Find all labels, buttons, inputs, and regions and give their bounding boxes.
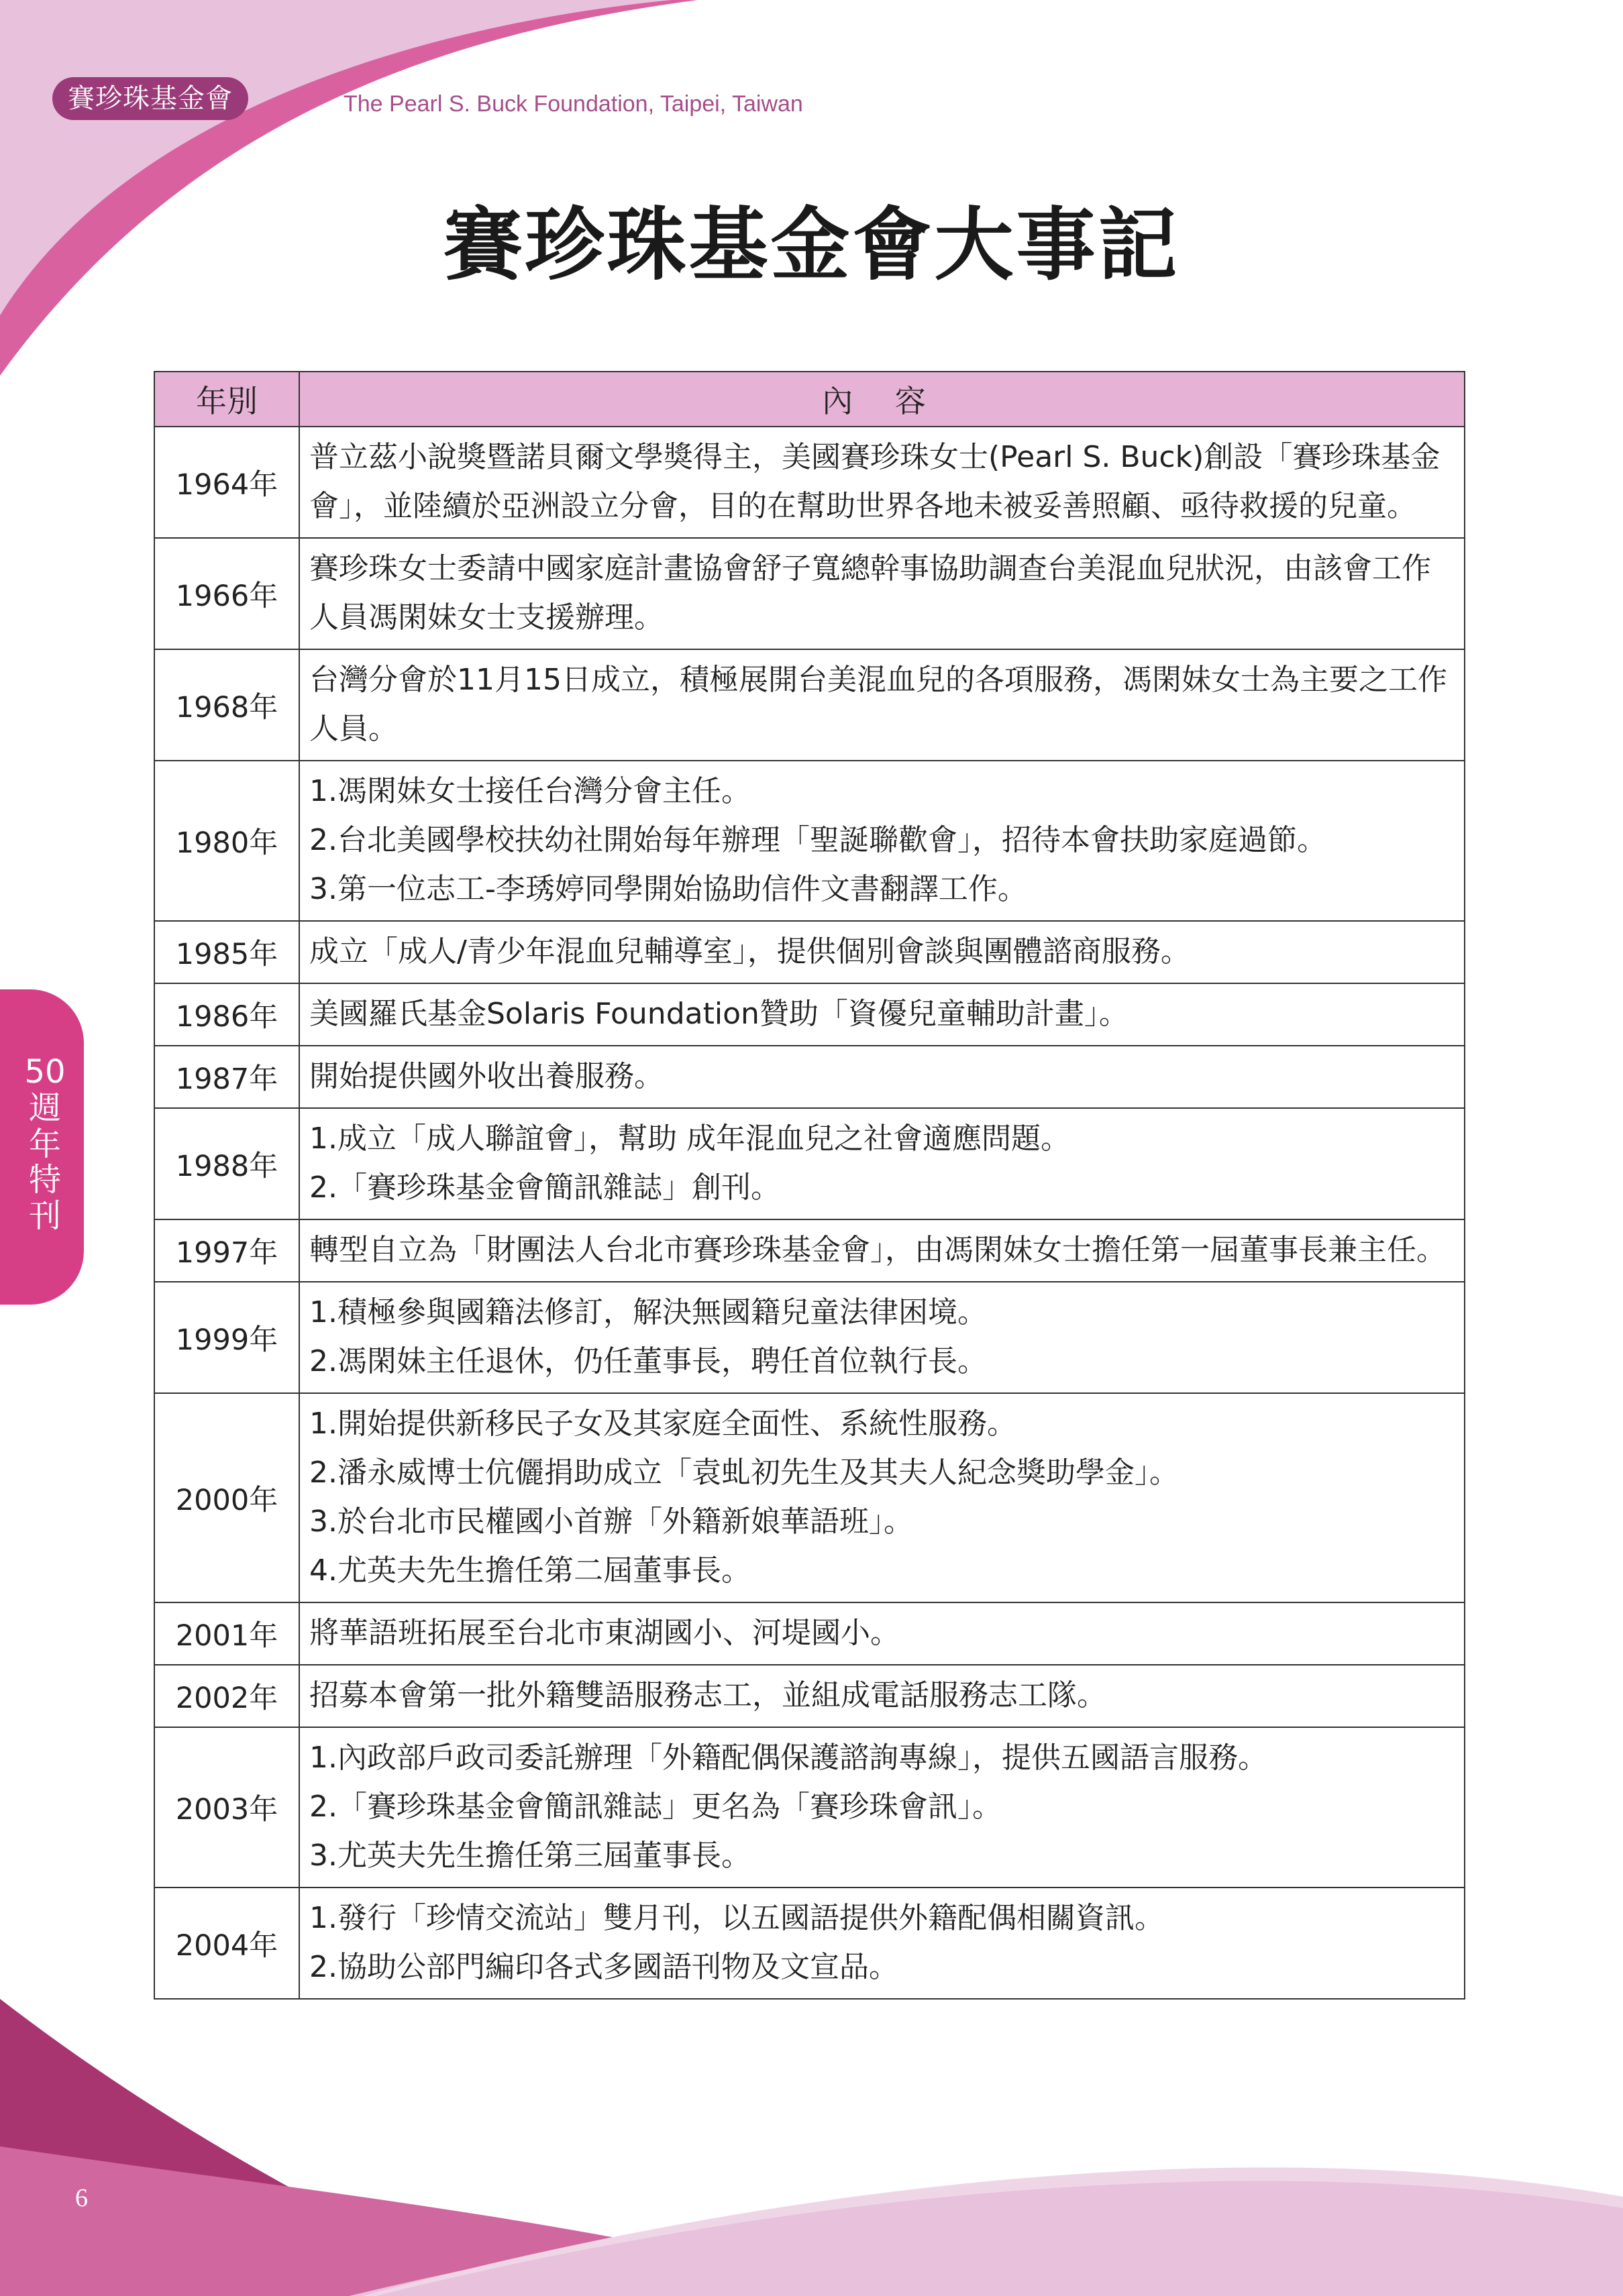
content-cell: [299, 427, 1465, 538]
event-entry: 將華語班拓展至台北市東湖國小、河堤國小。: [309, 1616, 900, 1650]
event-entry: 2.台北美國學校扶幼社開始每年辦理「聖誕聯歡會」，招待本會扶助家庭過節。: [309, 823, 1326, 857]
content-cell: [299, 761, 1465, 921]
table-header-row: [154, 372, 1465, 427]
year-cell: 1980年: [154, 761, 299, 921]
page-title: 賽珍珠基金會大事記: [443, 199, 1180, 291]
content-cell: [299, 649, 1465, 761]
event-entry: 2.馮閑妹主任退休，仍任董事長，聘任首位執行長。: [309, 1344, 987, 1378]
event-entry: 美國羅氏基金Solaris Foundation贊助「資優兒童輔助計畫」。: [309, 997, 1129, 1031]
table-row: [154, 1727, 1465, 1888]
event-entry: 普立茲小說獎暨諾貝爾文學獎得主，美國賽珍珠女士(Pearl S. Buck)創設「賽珍珠基金會」，並陸續於亞洲設立分會，目的在幫助世界各地未被妥善照顧、亟待救援的兒童。: [309, 440, 1441, 523]
year-cell: 1964年: [154, 427, 299, 538]
year-cell: 2000年: [154, 1393, 299, 1602]
table-row: [154, 761, 1465, 921]
content-cell: [299, 921, 1465, 983]
content-cell: [299, 538, 1465, 649]
year-cell: 1986年: [154, 983, 299, 1046]
content-cell: [299, 1219, 1465, 1282]
content-cell: [299, 1888, 1465, 1999]
content-cell: [299, 1108, 1465, 1219]
table-row: [154, 1108, 1465, 1219]
event-entry: 1.發行「珍情交流站」雙月刊，以五國語提供外籍配偶相關資訊。: [309, 1901, 1164, 1935]
content-cell: [299, 1727, 1465, 1888]
year-cell: 2002年: [154, 1665, 299, 1727]
table-row: [154, 1888, 1465, 1999]
event-entry: 1.內政部戶政司委託辦理「外籍配偶保護諮詢專線」，提供五國語言服務。: [309, 1741, 1267, 1775]
event-entry: 4.尤英夫先生擔任第二屆董事長。: [309, 1553, 751, 1588]
year-cell: 1988年: [154, 1108, 299, 1219]
year-cell: 1968年: [154, 649, 299, 761]
content-cell: [299, 1665, 1465, 1727]
content-cell: [299, 1602, 1465, 1665]
table-row: [154, 1602, 1465, 1665]
foundation-english-name: The Pearl S. Buck Foundation, Taipei, Taiwan: [344, 91, 803, 117]
event-entry: 3.於台北市民權國小首辦「外籍新娘華語班」。: [309, 1505, 913, 1539]
header-year: 年別: [154, 372, 299, 427]
event-entry: 2.潘永威博士伉儷捐助成立「袁虬初先生及其夫人紀念獎助學金」。: [309, 1456, 1179, 1490]
event-entry: 轉型自立為「財團法人台北市賽珍珠基金會」，由馮閑妹女士擔任第一屆董事長兼主任。: [309, 1233, 1446, 1267]
table-row: [154, 1665, 1465, 1727]
year-cell: 1999年: [154, 1282, 299, 1393]
table-row: [154, 921, 1465, 983]
page-number: 6: [75, 2184, 88, 2212]
event-entry: 1.開始提供新移民子女及其家庭全面性、系統性服務。: [309, 1407, 1016, 1441]
year-cell: 1987年: [154, 1046, 299, 1108]
content-cell: [299, 1393, 1465, 1602]
event-entry: 開始提供國外收出養服務。: [309, 1059, 664, 1093]
event-entry: 1.馮閑妹女士接任台灣分會主任。: [309, 774, 751, 808]
table-row: [154, 649, 1465, 761]
content-cell: [299, 1046, 1465, 1108]
table-row: [154, 427, 1465, 538]
year-cell: 1997年: [154, 1219, 299, 1282]
table-row: [154, 1219, 1465, 1282]
content-cell: [299, 983, 1465, 1046]
header-content: 內 容: [299, 372, 1465, 427]
event-entry: 成立「成人/青少年混血兒輔導室」，提供個別會談與團體諮商服務。: [309, 934, 1190, 969]
event-entry: 1.成立「成人聯誼會」，幫助 成年混血兒之社會適應問題。: [309, 1122, 1070, 1156]
event-entry: 賽珍珠女士委請中國家庭計畫協會舒子寬總幹事協助調查台美混血兒狀況，由該會工作人員馮閑妹女士支援辦理。: [309, 551, 1431, 635]
event-entry: 3.尤英夫先生擔任第三屆董事長。: [309, 1839, 751, 1873]
event-entry: 2.協助公部門編印各式多國語刊物及文宣品。: [309, 1950, 898, 1984]
foundation-badge: 賽珍珠基金會: [52, 77, 248, 120]
content-cell: [299, 1282, 1465, 1393]
year-cell: 2001年: [154, 1602, 299, 1665]
event-entry: 台灣分會於11月15日成立，積極展開台美混血兒的各項服務，馮閑妹女士為主要之工作人員。: [309, 663, 1447, 746]
table-row: [154, 1282, 1465, 1393]
year-cell: 2003年: [154, 1727, 299, 1888]
timeline-table: [154, 371, 1465, 2000]
table-row: [154, 1393, 1465, 1602]
table-row: [154, 1046, 1465, 1108]
event-entry: 2.「賽珍珠基金會簡訊雜誌」創刊。: [309, 1170, 780, 1205]
event-entry: 招募本會第一批外籍雙語服務志工，並組成電話服務志工隊。: [309, 1678, 1106, 1712]
year-cell: 1985年: [154, 921, 299, 983]
table-row: [154, 983, 1465, 1046]
event-entry: 2.「賽珍珠基金會簡訊雜誌」更名為「賽珍珠會訊」。: [309, 1790, 1002, 1824]
year-cell: 2004年: [154, 1888, 299, 1999]
year-cell: 1966年: [154, 538, 299, 649]
event-entry: 3.第一位志工-李琇婷同學開始協助信件文書翻譯工作。: [309, 872, 1027, 906]
table-row: [154, 538, 1465, 649]
event-entry: 1.積極參與國籍法修訂，解決無國籍兒童法律困境。: [309, 1295, 987, 1329]
side-tab-label: 50週年特刊: [24, 1053, 66, 1235]
